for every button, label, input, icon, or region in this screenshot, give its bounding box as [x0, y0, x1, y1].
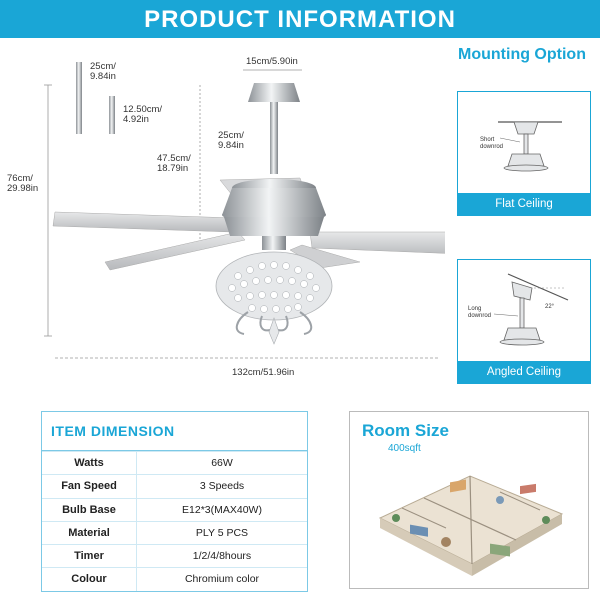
row-key: Watts	[42, 452, 137, 474]
room-size-panel	[349, 411, 589, 589]
room-size-title: Room Size	[362, 421, 449, 440]
blade-span-dimension: 132cm/51.96in	[232, 367, 295, 378]
short-downrod-icon	[109, 96, 115, 134]
row-key: Fan Speed	[42, 475, 137, 497]
ceiling-fan-illustration	[0, 38, 445, 383]
room-area: 400sqft	[388, 443, 421, 454]
header-banner	[0, 0, 600, 38]
table-row	[42, 474, 307, 497]
angled-ceiling-option	[457, 259, 591, 384]
row-value: 66W	[211, 457, 233, 469]
row-key: Bulb Base	[42, 499, 137, 521]
row-key: Material	[42, 522, 137, 544]
flat-ceiling-option	[457, 91, 591, 216]
blade-icon	[53, 212, 235, 232]
table-row	[42, 521, 307, 544]
row-value: PLY 5 PCS	[195, 526, 249, 539]
blade-icon	[310, 232, 445, 256]
floor-plan-illustration	[350, 456, 588, 586]
row-key: Timer	[42, 545, 137, 567]
page-title: PRODUCT INFORMATION	[144, 6, 456, 33]
fan-height-dimension: 47.5cm/ 18.79in	[157, 153, 191, 174]
row-value: E12*3(MAX40W)	[182, 503, 262, 516]
downrod-length-dimension: 25cm/ 9.84in	[218, 130, 244, 151]
canopy-width-dimension: 15cm/5.90in	[246, 56, 298, 67]
flat-ceiling-mount-icon	[458, 92, 590, 194]
row-value: 1/2/4/8hours	[192, 550, 252, 563]
height-dimension-line	[44, 85, 52, 336]
short-downrod-dimension: 12.50cm/ 4.92in	[123, 104, 163, 125]
item-dimension-title: ITEM DIMENSION	[42, 412, 307, 451]
flat-ceiling-label: Flat Ceiling	[458, 193, 590, 215]
mounting-option-title: Mounting Option	[458, 46, 586, 63]
angled-ceiling-label: Angled Ceiling	[458, 361, 590, 383]
table-row	[42, 451, 307, 474]
canopy-icon	[248, 83, 300, 102]
angled-ceiling-note: Long downrod	[468, 306, 492, 319]
row-value: Chromium color	[184, 573, 260, 586]
flat-ceiling-note: Short downrod	[480, 137, 504, 150]
table-row	[42, 567, 307, 590]
blade-icon	[105, 232, 245, 270]
total-height-dimension: 76cm/ 29.98in	[7, 173, 39, 194]
long-downrod-icon	[76, 62, 82, 134]
ceiling-angle-label: 22°	[545, 304, 555, 310]
item-dimension-table	[41, 411, 308, 592]
table-row	[42, 498, 307, 521]
row-value: 3 Speeds	[199, 480, 245, 493]
crystal-drop-icon	[269, 318, 279, 344]
table-row	[42, 544, 307, 567]
row-key: Colour	[42, 568, 137, 590]
long-downrod-dimension: 25cm/ 9.84in	[90, 61, 116, 82]
downrod-icon	[270, 102, 278, 174]
